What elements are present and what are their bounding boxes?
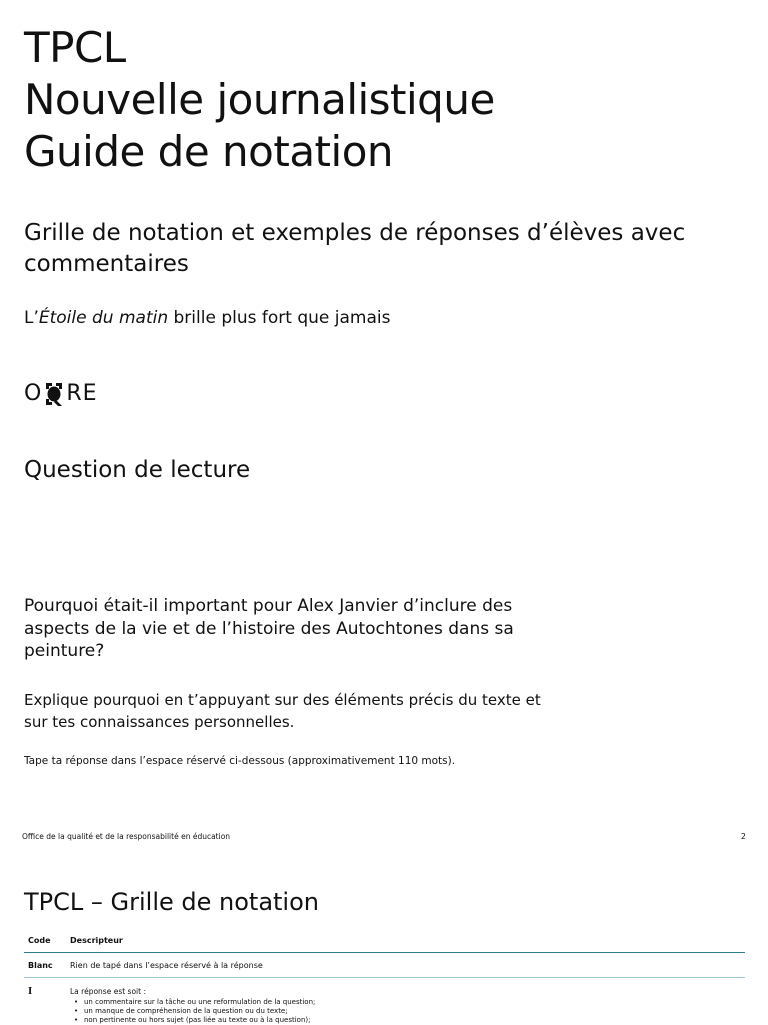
story-title [24, 306, 390, 330]
table-row [24, 978, 745, 1025]
row-code: I [28, 987, 33, 997]
list-item: • non pertinente ou hors sujet (pas liée au texte ou à la question); [84, 1016, 745, 1025]
doc-title-line-1: TPCL [24, 23, 126, 72]
doc-title-line-3: Guide de notation [24, 127, 394, 176]
descriptor-lead: La réponse est soit : [70, 987, 146, 996]
logo-text-left: O [24, 381, 43, 406]
row-code: Blanc [28, 960, 53, 970]
list-item: • un commentaire sur la tâche ou une reformulation de la question; [84, 998, 745, 1007]
story-title-prefix: L’ [24, 308, 39, 328]
footer-page-number: 2 [740, 832, 746, 841]
reading-question: Pourquoi était-il important pour Alex Janvier d’inclure des aspects de la vie et de l’histoire des Autochtones dans sa peinture? [24, 596, 514, 661]
row-descriptor [70, 987, 745, 1025]
question-instruction: Explique pourquoi en t’appuyant sur des éléments précis du texte et sur tes connaissances personnelles. [24, 691, 541, 731]
grid-title: TPCL – Grille de notation [24, 888, 319, 916]
header-descriptor: Descripteur [70, 935, 123, 945]
logo-text-right: RE [66, 381, 98, 406]
table-row [24, 953, 745, 978]
answer-note: Tape ta réponse dans l’espace réservé ci-dessous (approximativement 110 mots). [24, 755, 456, 767]
logo-q-mark-icon [43, 381, 65, 407]
header-code: Code [28, 935, 51, 945]
story-title-suffix: brille plus fort que jamais [168, 308, 391, 328]
descriptor-bullets [70, 998, 745, 1025]
eqao-logo [24, 380, 98, 408]
doc-subtitle: Grille de notation et exemples de réponses d’élèves avec commentaires [24, 220, 686, 277]
footer-organization: Office de la qualité et de la responsabilité en éducation [22, 832, 231, 841]
table-header-row [24, 928, 745, 953]
scoring-grid-table [24, 928, 745, 1025]
section-title: Question de lecture [24, 457, 251, 483]
list-item: • un manque de compréhension de la question ou du texte; [84, 1007, 745, 1016]
row-descriptor: Rien de tapé dans l’espace réservé à la réponse [70, 960, 263, 970]
doc-title-line-2: Nouvelle journalistique [24, 75, 495, 124]
story-title-italic: Étoile du matin [38, 308, 169, 328]
